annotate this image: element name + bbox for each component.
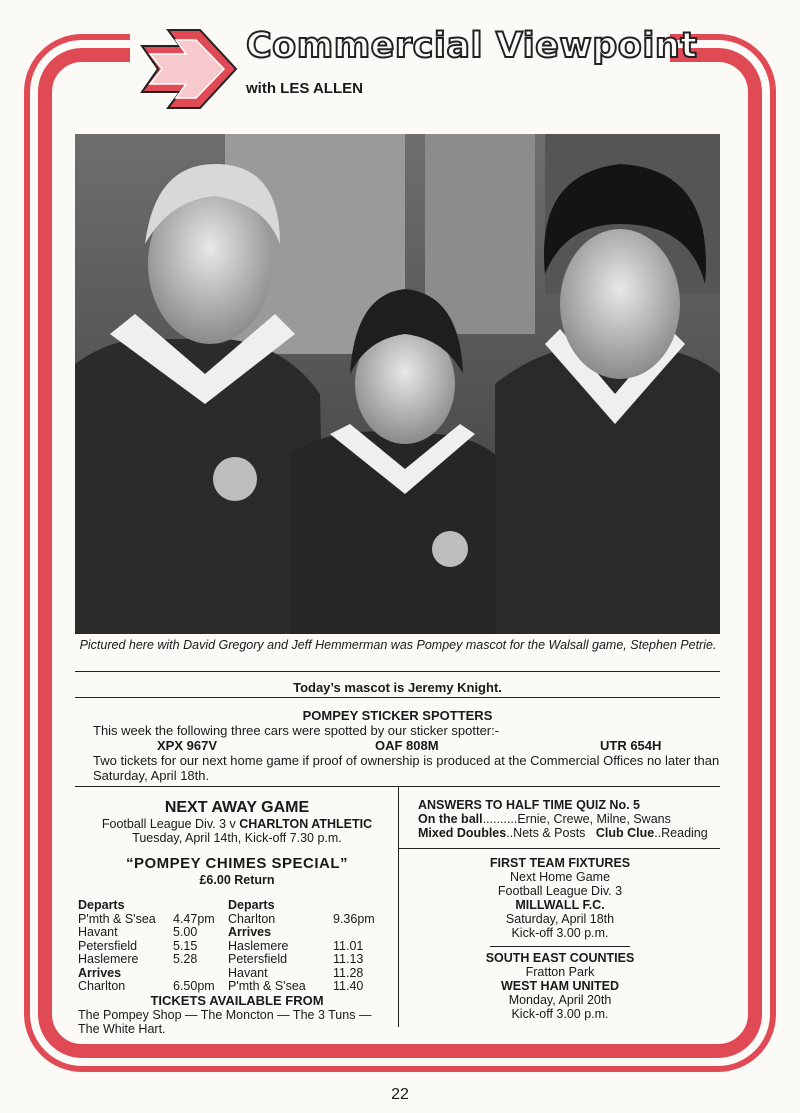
away-game-line1 — [78, 817, 396, 831]
return-arrive-time: 11.40 — [333, 979, 364, 993]
plates-row — [75, 738, 720, 753]
outbound-arrive-place: Charlton — [78, 979, 126, 993]
plate-3: UTR 654H — [600, 738, 662, 753]
away-game-team: CHARLTON ATHLETIC — [239, 817, 373, 831]
counties-kickoff: Kick-off 3.00 p.m. — [511, 1007, 609, 1021]
photo-caption: Pictured here with David Gregory and Jeff Hemmerman was Pompey mascot for the Walsall game, Stephen Petrie. — [79, 638, 717, 652]
quiz-label: Mixed Doubles — [418, 826, 507, 840]
chimes-timetable — [78, 899, 375, 994]
outbound-place: Haslemere — [78, 952, 139, 966]
return-depart-place: Charlton — [228, 911, 276, 926]
outbound-arrive-time: 6.50pm — [173, 979, 215, 993]
page-number: 22 — [391, 1086, 409, 1103]
fixtures-league: Football League Div. 3 — [497, 884, 623, 898]
fixtures-kickoff: Kick-off 3.00 p.m. — [511, 926, 609, 940]
sticker-heading: POMPEY STICKER SPOTTERS — [302, 708, 493, 723]
return-arrives-label: Arrives — [228, 925, 272, 939]
fixtures-section — [400, 856, 720, 1021]
counties-date: Monday, April 20th — [508, 993, 612, 1007]
return-arrive-place: Petersfield — [228, 952, 288, 966]
return-arrive-place: Havant — [228, 965, 268, 980]
quiz-heading: ANSWERS TO HALF TIME QUIZ No. 5 — [418, 798, 640, 812]
divider — [75, 671, 720, 672]
counties-venue: Fratton Park — [525, 965, 595, 979]
outbound-time: 5.00 — [173, 925, 198, 939]
away-game-league: Football League Div. 3 v — [101, 817, 240, 831]
arrow-logo-icon — [138, 28, 238, 110]
outbound-place: P'mth & S'sea — [78, 911, 156, 926]
return-arrive-time: 11.01 — [333, 938, 364, 953]
divider — [75, 697, 720, 698]
quiz-answer: ..Reading — [654, 826, 708, 840]
counties-team: WEST HAM UNITED — [500, 979, 620, 993]
quiz-label: On the ball — [418, 812, 483, 826]
sticker-intro: This week the following three cars were spotted by our sticker spotter:- — [93, 723, 500, 738]
return-arrive-time: 11.28 — [333, 965, 364, 980]
chimes-price: £6.00 Return — [199, 873, 275, 887]
tickets-line1: The Pompey Shop — The Moncton — The 3 Tuns — — [78, 1007, 372, 1022]
outbound-time: 5.28 — [173, 952, 198, 966]
outbound-departs-label: Departs — [78, 898, 125, 912]
quiz-label: Club Clue — [595, 826, 655, 840]
plate-2: OAF 808M — [375, 738, 439, 753]
fixtures-sub: Next Home Game — [509, 870, 611, 884]
column-divider — [398, 787, 399, 1027]
chimes-heading: “POMPEY CHIMES SPECIAL” — [125, 855, 349, 872]
outbound-place: Havant — [78, 925, 118, 939]
byline: with LES ALLEN — [246, 80, 363, 97]
quiz-row-2 — [418, 826, 720, 840]
quiz-answer: ..Nets & Posts — [506, 826, 586, 840]
divider — [398, 848, 720, 849]
counties-heading: SOUTH EAST COUNTIES — [485, 951, 635, 965]
right-column — [400, 798, 720, 1021]
fixtures-date: Saturday, April 18th — [505, 912, 615, 926]
sticker-note: Two tickets for our next home game if proof of ownership is produced at the Commercial Offices no later than Saturday, April 18th. — [93, 753, 720, 783]
mascot-notice: Today’s mascot is Jeremy Knight. — [293, 680, 502, 695]
return-arrive-time: 11.13 — [333, 952, 364, 966]
tickets-heading: TICKETS AVAILABLE FROM — [150, 992, 324, 1008]
away-game-column — [78, 798, 396, 1036]
team-photo — [75, 134, 720, 634]
outbound-time: 5.15 — [173, 938, 198, 953]
away-game-date: Tuesday, April 14th, Kick-off 7.30 p.m. — [132, 831, 342, 845]
page-title: Commercial Viewpoint — [246, 26, 698, 66]
quiz-section — [400, 798, 720, 840]
return-arrive-place: Haslemere — [228, 938, 289, 953]
quiz-answer: ..........Ernie, Crewe, Milne, Swans — [482, 812, 671, 826]
outbound-place: Petersfield — [78, 938, 138, 953]
plate-1: XPX 967V — [157, 738, 217, 753]
outbound-time: 4.47pm — [173, 911, 215, 926]
tickets-line2: The White Hart. — [78, 1021, 166, 1036]
short-divider — [490, 946, 630, 947]
fixtures-team: MILLWALL F.C. — [515, 898, 605, 912]
return-arrive-place: P'mth & S'sea — [228, 979, 306, 993]
outbound-arrives-label: Arrives — [78, 965, 122, 980]
fixtures-heading: FIRST TEAM FIXTURES — [489, 856, 631, 870]
sticker-spotters-section — [75, 708, 720, 783]
return-depart-time: 9.36pm — [333, 911, 375, 926]
away-game-heading: NEXT AWAY GAME — [164, 799, 310, 816]
return-departs-label: Departs — [228, 898, 275, 912]
quiz-row-1 — [418, 812, 720, 826]
